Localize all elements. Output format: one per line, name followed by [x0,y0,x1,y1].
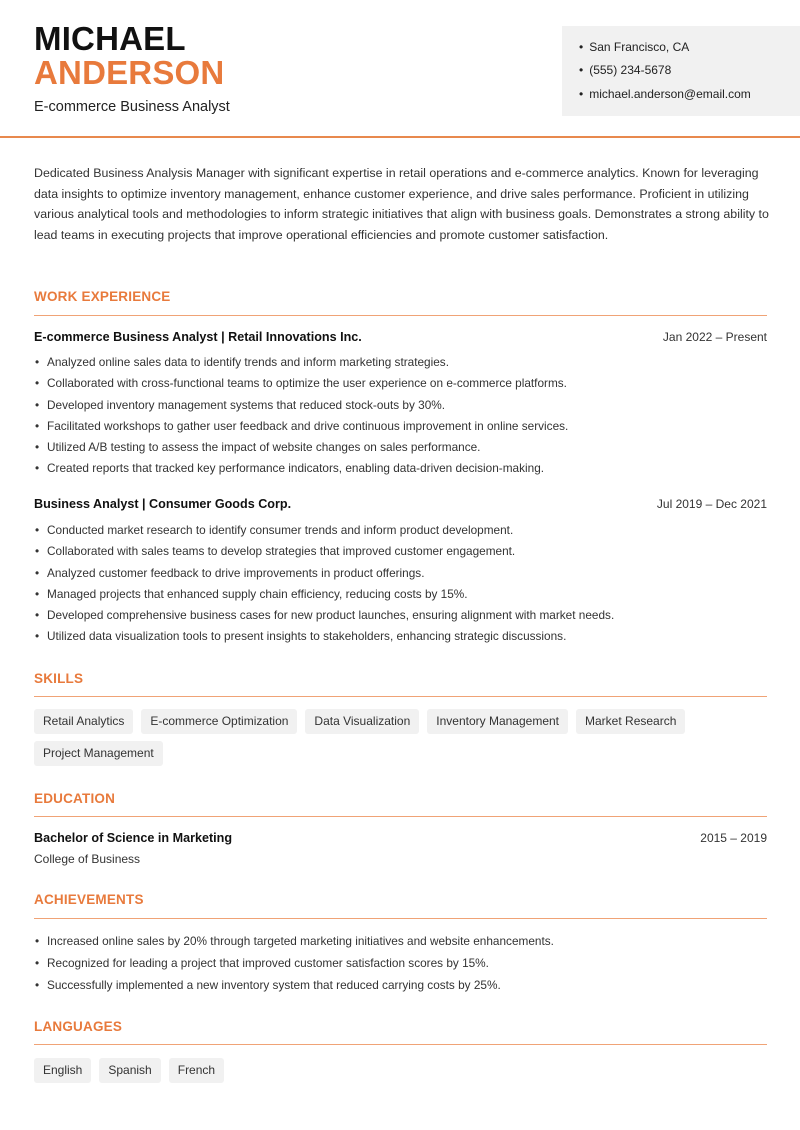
job-2-dates: Jul 2019 – Dec 2021 [656,497,767,511]
achievements-list [34,930,554,996]
professional-summary: Dedicated Business Analysis Manager with significant expertise in retail operations and e-commerce analytics. Known for leveraging data insights to optimize inventory management, enhance customer experience, and drive sales performance. Proficient in utilizing various analytical tools and methodologies to inform strategic initiatives that align with business goals. Demonstrates a strong ability to lead teams in executing projects that improve operational efficiencies and promote customer satisfaction. [34,166,769,242]
skill-tag: Inventory Management [427,709,568,734]
list-item: • Analyzed online sales data to identify trends and inform marketing strategies. [34,352,568,373]
skills-tags [34,709,774,766]
education-dates: 2015 – 2019 [700,831,767,845]
contact-box [562,26,800,116]
list-item: • Developed comprehensive business cases for new product launches, ensuring alignment with market needs. [34,605,614,626]
school-name: College of Business [34,852,141,866]
skill-tag: Data Visualization [305,709,419,734]
job-2-bullets [34,520,614,648]
language-tag: Spanish [99,1058,160,1083]
job-title: E-commerce Business Analyst [34,99,230,115]
list-item: • Conducted market research to identify consumer trends and inform product development. [34,520,614,541]
list-item: • Managed projects that enhanced supply chain efficiency, reducing costs by 15%. [34,584,614,605]
list-item: • Developed inventory management systems that reduced stock-outs by 30%. [34,395,568,416]
degree-title: Bachelor of Science in Marketing [34,831,233,845]
skill-tag: Market Research [576,709,685,734]
skill-tag: E-commerce Optimization [141,709,297,734]
job-1-role: E-commerce Business Analyst | Retail Innovations Inc. [34,330,362,344]
language-tag: English [34,1058,91,1083]
list-item: • Collaborated with sales teams to develop strategies that improved customer engagement. [34,541,614,562]
languages-divider [34,1044,767,1045]
languages-heading: LANGUAGES [34,1019,123,1034]
list-item: • Created reports that tracked key performance indicators, enabling data-driven decision-making. [34,458,568,479]
list-item: • Facilitated workshops to gather user feedback and drive continuous improvement in online services. [34,416,568,437]
list-item: • Collaborated with cross-functional teams to optimize the user experience on e-commerce platforms. [34,373,568,394]
job-entry-2-header [34,497,767,511]
education-divider [34,816,767,817]
contact-location: • San Francisco, CA [579,40,689,54]
skills-heading: SKILLS [34,671,84,686]
work-experience-divider [34,315,767,316]
contact-email: • michael.anderson@email.com [579,87,751,101]
achievements-heading: ACHIEVEMENTS [34,892,144,907]
job-1-dates: Jan 2022 – Present [662,330,767,344]
skill-tag: Retail Analytics [34,709,133,734]
candidate-name [34,22,224,90]
list-item: • Successfully implemented a new inventory system that reduced carrying costs by 25%. [34,974,554,996]
achievements-divider [34,918,767,919]
education-entry-header [34,831,767,845]
list-item: • Increased online sales by 20% through targeted marketing initiatives and website enhancements. [34,930,554,952]
list-item: • Recognized for leading a project that improved customer satisfaction scores by 15%. [34,952,554,974]
first-name: MICHAEL [34,20,186,57]
list-item: • Utilized A/B testing to assess the impact of website changes on sales performance. [34,437,568,458]
languages-tags [34,1058,774,1083]
skills-divider [34,696,767,697]
job-2-role: Business Analyst | Consumer Goods Corp. [34,497,292,511]
resume-header [0,0,800,138]
education-heading: EDUCATION [34,791,116,806]
skill-tag: Project Management [34,741,163,766]
job-1-bullets [34,352,568,480]
contact-phone: • (555) 234-5678 [579,63,671,77]
work-experience-heading: WORK EXPERIENCE [34,289,171,304]
last-name: ANDERSON [34,54,225,91]
list-item: • Utilized data visualization tools to present insights to stakeholders, enhancing strategic discussions. [34,626,614,647]
job-entry-1-header [34,330,767,344]
language-tag: French [169,1058,224,1083]
list-item: • Analyzed customer feedback to drive improvements in product offerings. [34,563,614,584]
